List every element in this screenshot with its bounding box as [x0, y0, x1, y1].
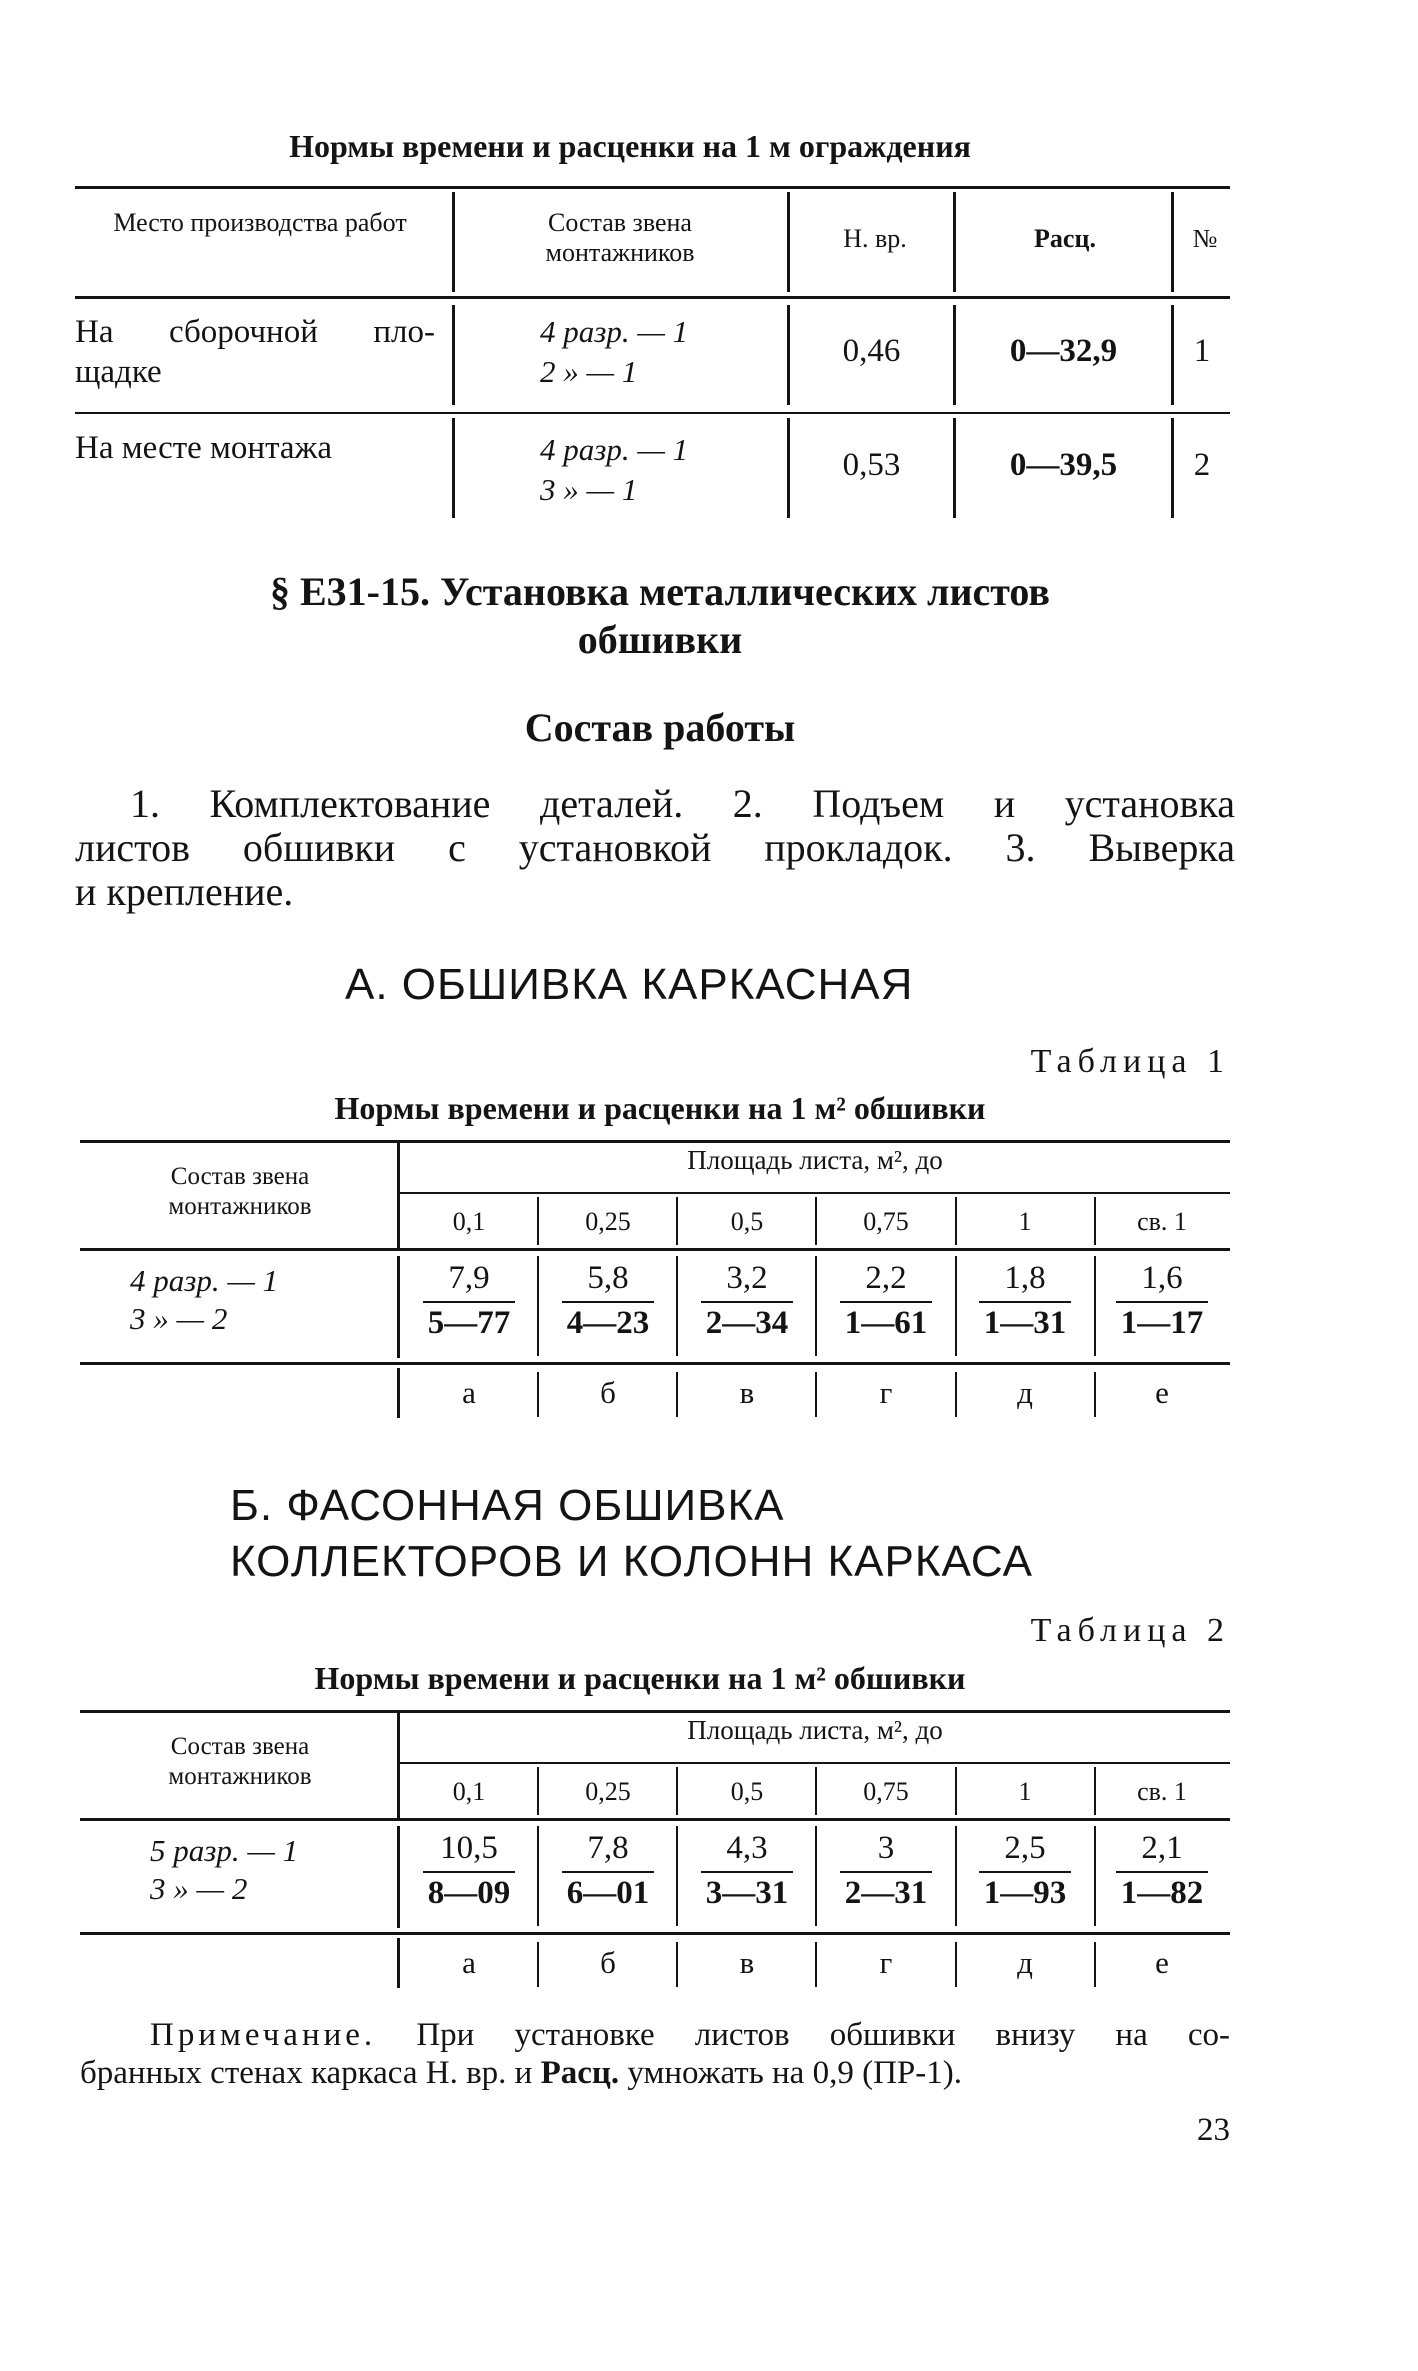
- partB-letter: д: [1017, 1945, 1033, 1980]
- partB-col-header: 0,1: [452, 1777, 486, 1806]
- partA-rate: 5—77: [427, 1305, 511, 1341]
- fraction-bar: [840, 1301, 932, 1303]
- partB-heading-line2: КОЛЛЕКТОРОВ И КОЛОНН КАРКАСА: [230, 1537, 1033, 1586]
- partB-values: [400, 1826, 1230, 1926]
- table0-row2-place: На месте монтажа: [75, 430, 333, 466]
- partB-header-rule: [80, 1818, 1230, 1821]
- partB-cell: [956, 1826, 1094, 1926]
- partB-cell: [1094, 1826, 1230, 1926]
- note-text: бранных стенах каркаса Н. вр. и: [80, 2055, 541, 2091]
- partA-norm: 5,8: [587, 1260, 629, 1296]
- crew-line: 3 » — 2: [150, 1871, 248, 1906]
- partA-heading: А. ОБШИВКА КАРКАСНАЯ: [345, 960, 914, 1009]
- crew-line: 5 разр. — 1: [150, 1833, 299, 1868]
- partA-area-header: Площадь листа, м², до: [687, 1145, 943, 1175]
- partA-vline: [676, 1197, 678, 1245]
- work-line: 1. Комплектование деталей. 2. Подъем и установка: [130, 781, 1235, 826]
- partB-norm: 4,3: [726, 1830, 768, 1866]
- partA-letter: е: [1155, 1375, 1169, 1410]
- partA-vline: [1094, 1197, 1096, 1245]
- section-title-line1: § Е31-15. Установка металлических листов: [269, 569, 1051, 614]
- partB-rate: 2—31: [844, 1875, 928, 1911]
- crew-line: 2 » — 1: [540, 354, 638, 389]
- place-word: На: [75, 314, 114, 350]
- table0-vline: [1171, 192, 1174, 292]
- table0-row2-crew: [540, 430, 740, 510]
- partB-letter: а: [462, 1945, 476, 1980]
- table0-header-rule: [75, 296, 1230, 299]
- partA-vline: [955, 1197, 957, 1245]
- partB-rate: 1—93: [983, 1875, 1067, 1911]
- partA-vline: [815, 1197, 817, 1245]
- partB-vline: [1094, 1767, 1096, 1815]
- partB-norm: 2,5: [1004, 1830, 1046, 1866]
- table0-header-place: Место производства работ: [113, 208, 407, 237]
- partA-col-header: 0,1: [452, 1207, 486, 1236]
- table0-row1-crew: [540, 312, 740, 392]
- partB-rate: 6—01: [566, 1875, 650, 1911]
- table0-row1-norm: 0,46: [842, 333, 901, 369]
- fraction-bar: [1116, 1301, 1208, 1303]
- fraction-bar: [979, 1871, 1071, 1873]
- partB-cell: [538, 1826, 678, 1926]
- partB-norm: 2,1: [1141, 1830, 1183, 1866]
- table0-vline: [787, 192, 790, 292]
- partA-norm: 1,8: [1004, 1260, 1046, 1296]
- work-line: и крепление.: [75, 869, 294, 914]
- partB-rate: 1—82: [1120, 1875, 1204, 1911]
- partA-vline: [537, 1197, 539, 1245]
- note-line1: [80, 2016, 1230, 2054]
- partB-norm: 3: [877, 1830, 895, 1866]
- partA-col-header: 0,5: [730, 1207, 764, 1236]
- partA-crew-header: Состав звена монтажников: [168, 1163, 312, 1220]
- partB-col-header: 0,25: [585, 1777, 631, 1806]
- partB-heading-line1: Б. ФАСОННАЯ ОБШИВКА: [230, 1481, 785, 1530]
- section-title-line2: обшивки: [577, 617, 743, 662]
- note-bold: Расц.: [540, 2055, 620, 2091]
- partA-top-rule: [80, 1140, 1230, 1143]
- table0-row1-rate: 0—32,9: [1009, 333, 1118, 369]
- partB-norm: 10,5: [440, 1830, 498, 1866]
- partA-norm: 7,9: [448, 1260, 490, 1296]
- table0-row2-rate: 0—39,5: [1009, 447, 1118, 483]
- partA-cell: [1094, 1256, 1230, 1356]
- partA-crew: [130, 1262, 370, 1338]
- table0-vline: [452, 418, 455, 518]
- fraction-bar: [979, 1301, 1071, 1303]
- partB-table-label: Таблица 2: [1030, 1612, 1230, 1649]
- partA-col-header: св. 1: [1137, 1207, 1187, 1236]
- partB-vline: [676, 1767, 678, 1815]
- note-label: Примечание.: [150, 2017, 377, 2053]
- fraction-bar: [423, 1871, 515, 1873]
- partB-area-header: Площадь листа, м², до: [687, 1715, 943, 1745]
- partB-cell: [678, 1826, 816, 1926]
- table0-row-rule: [75, 412, 1230, 414]
- place-word: пло-: [373, 314, 435, 350]
- crew-line: 3 » — 2: [130, 1301, 228, 1336]
- partA-cell: [678, 1256, 816, 1356]
- partA-letter: г: [879, 1375, 893, 1410]
- partB-col-header: св. 1: [1137, 1777, 1187, 1806]
- partA-letter: в: [739, 1375, 755, 1410]
- partA-table-label: Таблица 1: [1030, 1043, 1230, 1080]
- partB-vline: [815, 1767, 817, 1815]
- work-line: листов обшивки с установкой прокладок. 3. Выверка: [75, 825, 1235, 870]
- partA-cell: [816, 1256, 956, 1356]
- partA-table-title: Нормы времени и расценки на 1 м² обшивки: [334, 1090, 986, 1126]
- partA-letters: [400, 1375, 1230, 1415]
- partB-col-header: 0,75: [863, 1777, 909, 1806]
- crew-line: 3 » — 1: [540, 472, 638, 507]
- fraction-bar: [423, 1301, 515, 1303]
- partA-letter: а: [462, 1375, 476, 1410]
- note-text: При установке листов обшивки внизу на со-: [416, 2017, 1230, 2053]
- partA-col-header: 0,75: [863, 1207, 909, 1236]
- table0-row1-num: 1: [1193, 333, 1211, 369]
- fraction-bar: [562, 1871, 654, 1873]
- fraction-bar: [701, 1871, 793, 1873]
- table0-row1-place: [75, 312, 435, 392]
- partB-heading: [150, 1478, 1170, 1590]
- partB-letter: е: [1155, 1945, 1169, 1980]
- partA-values: [400, 1256, 1230, 1356]
- table0-row2-norm: 0,53: [842, 447, 901, 483]
- crew-line: 4 разр. — 1: [540, 432, 689, 467]
- table0-vline: [452, 305, 455, 405]
- partA-norm: 1,6: [1141, 1260, 1183, 1296]
- partA-col-header: 1: [1018, 1207, 1032, 1236]
- note: [80, 2016, 1230, 2092]
- partB-letter: б: [600, 1945, 616, 1980]
- partB-table-title: Нормы времени и расценки на 1 м² обшивки: [314, 1660, 966, 1696]
- place-line2: щадке: [75, 354, 162, 390]
- table0-header-num: №: [1192, 224, 1218, 253]
- partB-letters: [400, 1945, 1230, 1985]
- work-title: Состав работы: [524, 705, 796, 750]
- partA-col-header: 0,25: [585, 1207, 631, 1236]
- partB-cell: [816, 1826, 956, 1926]
- partA-letter: б: [600, 1375, 616, 1410]
- partB-col-header: 1: [1018, 1777, 1032, 1806]
- table0-vline: [953, 192, 956, 292]
- place-word: сборочной: [168, 314, 318, 350]
- partB-letter: г: [879, 1945, 893, 1980]
- table0-row2-num: 2: [1193, 447, 1211, 483]
- partB-crew: [150, 1832, 390, 1908]
- partB-rate: 3—31: [705, 1875, 789, 1911]
- section-title: [150, 568, 1170, 664]
- crew-line: 4 разр. — 1: [540, 314, 689, 349]
- partB-rate: 8—09: [427, 1875, 511, 1911]
- partA-header-rule: [80, 1248, 1230, 1251]
- partA-norm: 2,2: [865, 1260, 907, 1296]
- partB-body-rule: [80, 1932, 1230, 1935]
- partA-cell: [400, 1256, 538, 1356]
- partB-letter: в: [739, 1945, 755, 1980]
- table0-header-norm: Н. вр.: [843, 224, 907, 253]
- fraction-bar: [840, 1871, 932, 1873]
- partA-letter: д: [1017, 1375, 1033, 1410]
- partA-rate: 2—34: [705, 1305, 789, 1341]
- partA-sub-rule: [400, 1192, 1230, 1194]
- partB-norm: 7,8: [587, 1830, 629, 1866]
- partA-rate: 1—31: [983, 1305, 1067, 1341]
- note-line2: [80, 2054, 1230, 2092]
- table0-vline: [452, 192, 455, 292]
- table0-top-rule: [75, 186, 1230, 189]
- crew-line: 4 разр. — 1: [130, 1263, 279, 1298]
- partA-rate: 1—61: [844, 1305, 928, 1341]
- partB-col-header: 0,5: [730, 1777, 764, 1806]
- partA-rate: 4—23: [566, 1305, 650, 1341]
- partA-rate: 1—17: [1120, 1305, 1204, 1341]
- partB-cell: [400, 1826, 538, 1926]
- table0-header-rate: Расц.: [1034, 224, 1096, 253]
- fraction-bar: [701, 1301, 793, 1303]
- page-number: 23: [1197, 2112, 1230, 2148]
- partA-cell: [538, 1256, 678, 1356]
- table0-header-crew: Состав звена монтажников: [545, 208, 695, 267]
- work-description: [75, 782, 1235, 914]
- partB-top-rule: [80, 1710, 1230, 1713]
- fraction-bar: [1116, 1871, 1208, 1873]
- partB-vline: [955, 1767, 957, 1815]
- partB-sub-rule: [400, 1762, 1230, 1764]
- partA-body-rule: [80, 1362, 1230, 1365]
- table0-title: Нормы времени и расценки на 1 м ограждения: [289, 128, 971, 164]
- partA-norm: 3,2: [726, 1260, 768, 1296]
- note-text: умножать на 0,9 (ПР-1).: [619, 2055, 962, 2091]
- fraction-bar: [562, 1301, 654, 1303]
- partB-crew-header: Состав звена монтажников: [168, 1733, 312, 1790]
- partA-cell: [956, 1256, 1094, 1356]
- partB-vline: [537, 1767, 539, 1815]
